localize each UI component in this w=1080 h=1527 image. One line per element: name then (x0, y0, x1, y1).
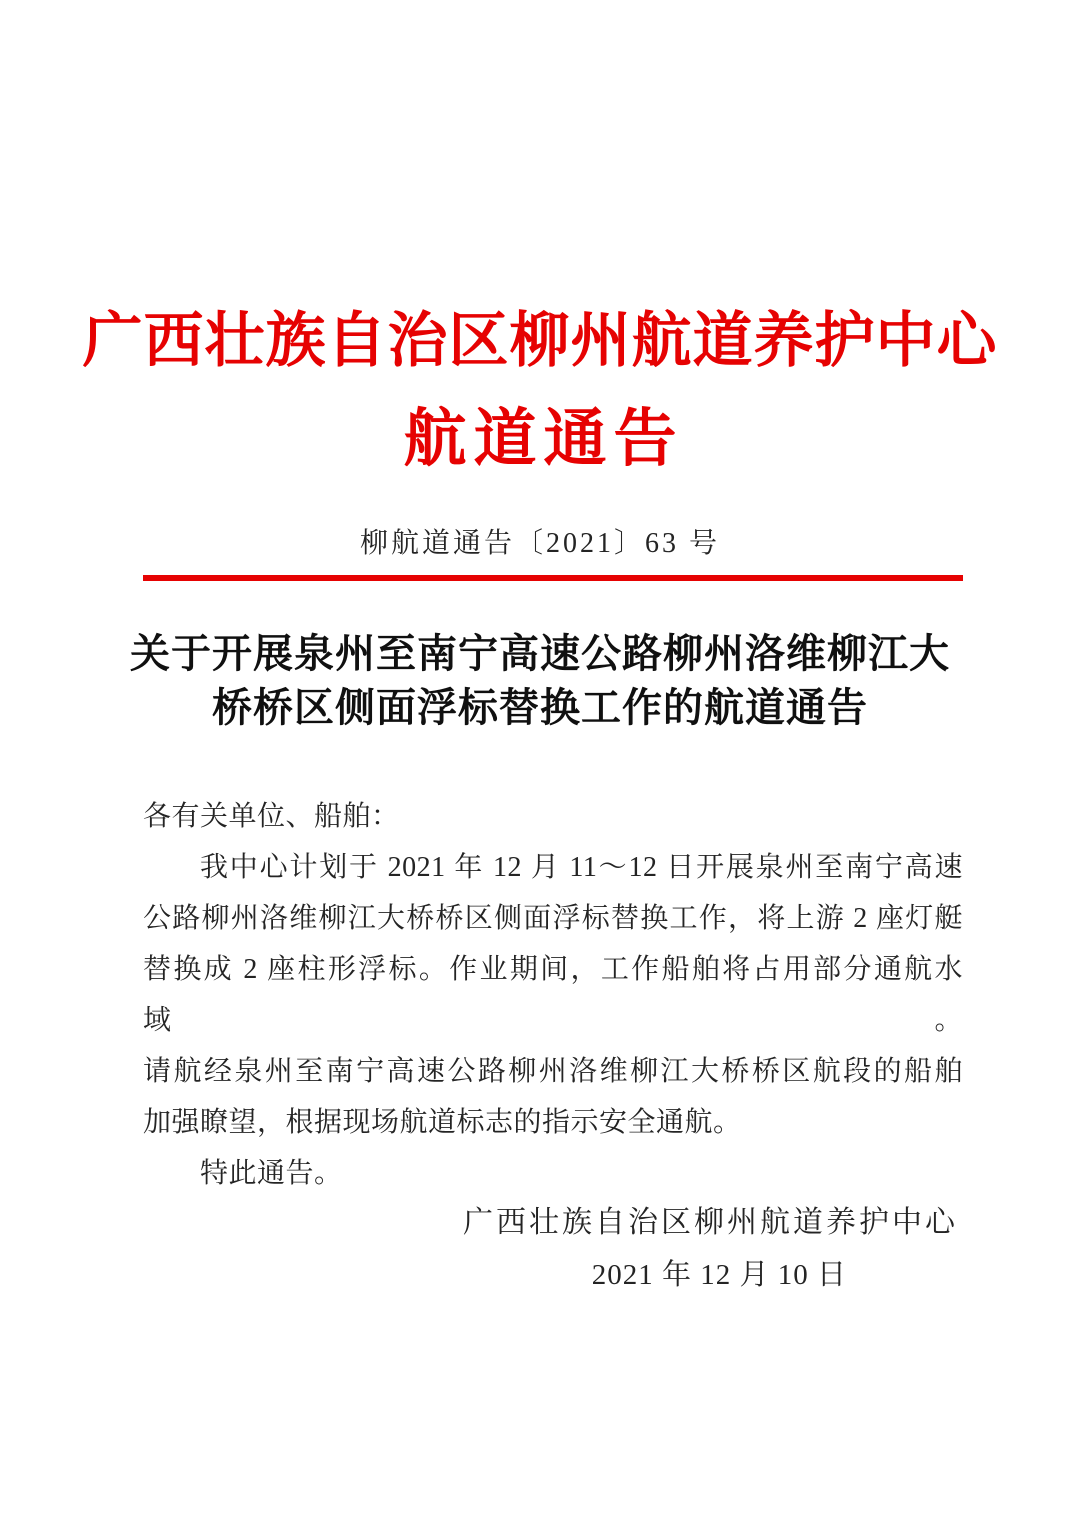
signature-org: 广西壮族自治区柳州航道养护中心 (463, 1206, 958, 1239)
salutation: 各有关单位、船舶： (143, 801, 400, 832)
closing-line: 特此通告。 (200, 1158, 343, 1189)
body-line-5: 加强瞭望，根据现场航道标志的指示安全通航。 (143, 1107, 742, 1138)
body-line-4: 请航经泉州至南宁高速公路柳州洛维柳江大桥桥区航段的船舶 (143, 1056, 963, 1087)
document-body (143, 791, 963, 1199)
signature-date: 2021 年 12 月 10 日 (591, 1259, 847, 1291)
letterhead-doc-type-title: 航道通告 (403, 404, 684, 474)
red-divider-rule (143, 575, 963, 581)
letterhead-org-title: 广西壮族自治区柳州航道养护中心 (82, 308, 998, 374)
body-line-2: 公路柳州洛维柳江大桥桥区侧面浮标替换工作，将上游 2 座灯艇 (143, 903, 963, 934)
document-title-line2: 桥桥区侧面浮标替换工作的航道通告 (212, 685, 868, 730)
body-line-1: 我中心计划于 2021 年 12 月 11～12 日开展泉州至南宁高速 (200, 852, 963, 883)
document-title-line1: 关于开展泉州至南宁高速公路柳州洛维柳江大 (130, 631, 950, 676)
document-title (0, 627, 1080, 735)
doc-number: 柳航道通告〔2021〕63 号 (359, 528, 720, 559)
body-line-3: 替换成 2 座柱形浮标。作业期间，工作船舶将占用部分通航水域。 (143, 954, 963, 1036)
